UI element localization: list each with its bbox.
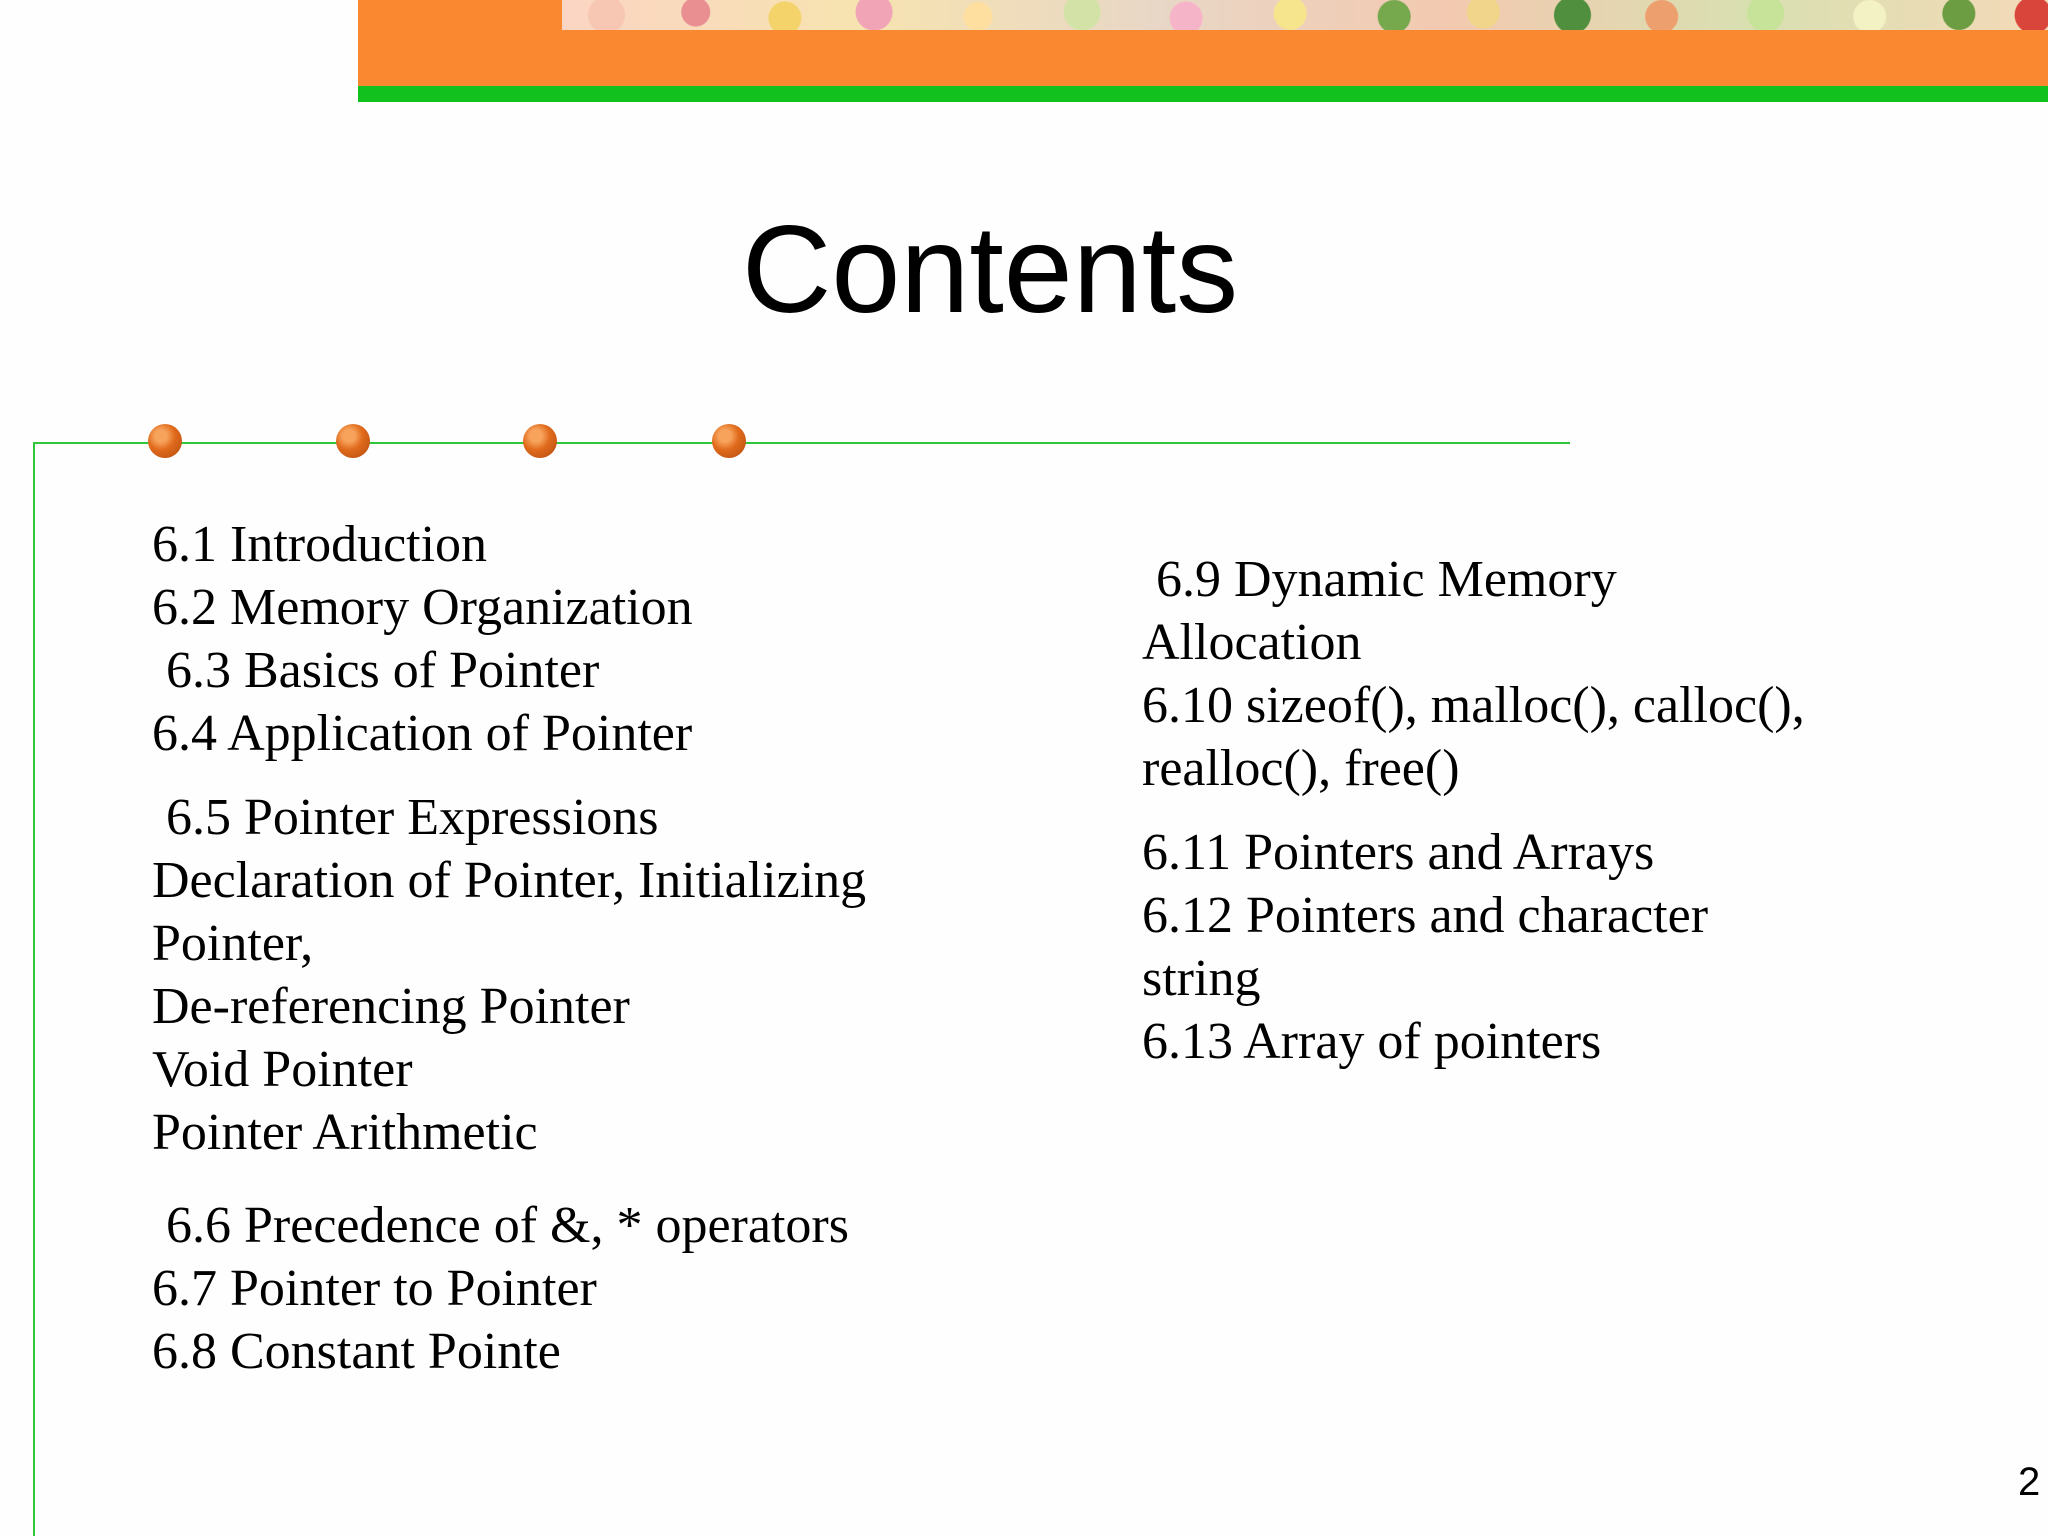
contents-item: 6.10 sizeof(), malloc(), calloc(), <box>1142 677 1805 734</box>
contents-item: 6.12 Pointers and character <box>1142 887 1709 944</box>
contents-right-column <box>1142 548 1942 1073</box>
contents-left-column <box>152 513 1012 1383</box>
contents-item: 6.13 Array of pointers <box>1142 1013 1602 1070</box>
contents-item: Allocation <box>1142 614 1362 671</box>
contents-item: string <box>1142 950 1261 1007</box>
contents-item: 6.7 Pointer to Pointer <box>152 1260 597 1317</box>
contents-item: 6.3 Basics of Pointer <box>166 642 600 699</box>
contents-item: 6.5 Pointer Expressions <box>166 789 659 846</box>
slide-title: Contents <box>741 201 1239 339</box>
contents-item: De-referencing Pointer <box>152 978 630 1035</box>
contents-item: realloc(), free() <box>1142 740 1460 797</box>
header-green-stripe <box>358 86 2048 102</box>
flower-decoration <box>562 0 2048 30</box>
vertical-rule <box>33 442 35 1536</box>
page-number: 2 <box>2018 1460 2041 1504</box>
contents-item: 6.2 Memory Organization <box>152 579 693 636</box>
horizontal-rule <box>33 442 1570 444</box>
bullet-dot-icon <box>148 424 182 458</box>
contents-item: 6.8 Constant Pointe <box>152 1323 561 1380</box>
contents-item: Void Pointer <box>152 1041 413 1098</box>
bullet-dot-icon <box>712 424 746 458</box>
bullet-dot-icon <box>523 424 557 458</box>
contents-item: 6.6 Precedence of &, * operators <box>166 1197 849 1254</box>
contents-item: Declaration of Pointer, Initializing <box>152 852 867 909</box>
bullet-dot-icon <box>336 424 370 458</box>
contents-item: 6.11 Pointers and Arrays <box>1142 824 1655 881</box>
contents-item: 6.4 Application of Pointer <box>152 705 693 762</box>
contents-item: 6.9 Dynamic Memory <box>1156 551 1617 608</box>
contents-item: 6.1 Introduction <box>152 516 488 573</box>
contents-item: Pointer, <box>152 915 314 972</box>
contents-item: Pointer Arithmetic <box>152 1104 538 1161</box>
